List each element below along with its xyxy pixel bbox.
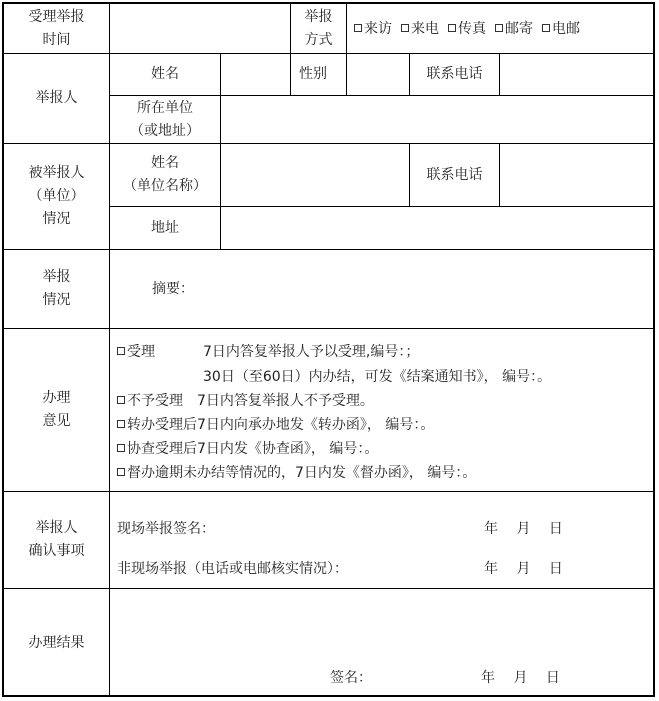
reporter-unit-label-line: （或地址） xyxy=(130,122,200,139)
reported-label xyxy=(4,144,109,249)
reporter-gender-label: 性别 xyxy=(299,66,327,82)
result-sign-label: 签名： xyxy=(330,670,372,686)
reporter-unit-label-line: 所在单位 xyxy=(137,99,193,116)
reported-label-line: 被举报人 xyxy=(28,165,85,181)
checkbox-icon[interactable] xyxy=(448,24,456,32)
reporter-phone-label: 联系电话 xyxy=(426,66,483,82)
checkbox-icon[interactable] xyxy=(117,396,125,404)
method-option-fax[interactable] xyxy=(448,18,486,38)
confirmation-label-line: 确认事项 xyxy=(28,543,85,559)
offsite-verify-label: 非现场举报（电话或电邮核实情况）： xyxy=(117,561,348,577)
reported-name-label-line: （单位名称） xyxy=(123,178,207,194)
report-situation-label-line: 举报 xyxy=(42,269,71,285)
confirmation-label-line: 举报人 xyxy=(35,520,78,536)
report-situation-label xyxy=(4,250,109,328)
opinion-accept-label: 受理 xyxy=(127,344,155,360)
date-month: 月 xyxy=(516,561,531,577)
checkbox-icon[interactable] xyxy=(354,24,362,32)
opinion-line-text: 不予受理 7日内答复举报人不予受理。 xyxy=(127,393,374,409)
method-option-label: 邮寄 xyxy=(505,21,533,37)
opinion-line-text: 督办逾期未办结等情况的，7日内发《督办函》， 编号：。 xyxy=(127,465,477,481)
accept-time-label-line: 受理举报 xyxy=(28,8,85,25)
method-label-line: 方式 xyxy=(304,31,333,48)
accept-time-label-line: 时间 xyxy=(42,31,71,48)
reporter-unit-field[interactable] xyxy=(221,96,655,143)
onsite-date xyxy=(484,518,563,538)
date-year: 年 xyxy=(484,561,498,577)
date-month: 月 xyxy=(513,670,528,686)
reported-name-label-line: 姓名 xyxy=(151,155,179,171)
checkbox-icon[interactable] xyxy=(117,347,125,355)
date-year: 年 xyxy=(481,670,495,686)
checkbox-icon[interactable] xyxy=(495,24,503,32)
report-situation-label-line: 情况 xyxy=(42,292,71,308)
handling-opinion-label xyxy=(4,329,109,491)
offsite-date xyxy=(484,558,563,578)
reporter-name-field[interactable] xyxy=(221,54,290,95)
opinion-transfer xyxy=(117,414,434,436)
reported-address-field[interactable] xyxy=(221,207,655,249)
handling-opinion-label-line: 意见 xyxy=(42,413,71,429)
handling-opinion-label-line: 办理 xyxy=(42,390,71,406)
checkbox-icon[interactable] xyxy=(401,24,409,32)
reporter-phone-field[interactable] xyxy=(500,54,655,95)
method-label-line: 举报 xyxy=(304,8,333,25)
opinion-supervise xyxy=(117,462,476,484)
reporter-name-label: 姓名 xyxy=(151,66,179,82)
date-day: 日 xyxy=(545,670,560,686)
onsite-sign-label: 现场举报签名： xyxy=(117,521,215,537)
reporter-unit-label xyxy=(110,96,220,143)
checkbox-icon[interactable] xyxy=(117,468,125,476)
method-option-email[interactable] xyxy=(542,18,580,38)
reporter-gender-field[interactable] xyxy=(347,54,409,95)
confirmation-label xyxy=(4,492,109,588)
method-options xyxy=(354,16,589,40)
reported-name-field[interactable] xyxy=(221,144,409,206)
method-option-label: 来电 xyxy=(411,21,439,37)
opinion-line-text: 协查受理后7日内发《协查函》， 编号：。 xyxy=(127,441,379,457)
reported-name-label xyxy=(110,144,220,206)
date-day: 日 xyxy=(548,521,563,537)
method-option-label: 传真 xyxy=(458,21,486,37)
reported-phone-field[interactable] xyxy=(500,144,655,206)
accept-time-field[interactable] xyxy=(110,4,290,53)
opinion-assist xyxy=(117,438,378,460)
opinion-line-text: 转办受理后7日内向承办地发《转办函》， 编号：。 xyxy=(127,417,435,433)
date-month: 月 xyxy=(516,521,531,537)
opinion-accept xyxy=(117,341,155,363)
summary-label: 摘要： xyxy=(152,280,194,297)
result-date xyxy=(481,667,560,687)
reporter-label: 举报人 xyxy=(35,90,78,106)
method-option-mail[interactable] xyxy=(495,18,533,38)
reported-label-line: 情况 xyxy=(42,211,71,227)
opinion-accept-line1: 7日内答复举报人予以受理,编号：； xyxy=(203,344,420,360)
method-option-visit[interactable] xyxy=(354,18,392,38)
opinion-accept-line2: 30日（至60日）内办结，可发《结案通知书》， 编号：。 xyxy=(203,369,552,385)
checkbox-icon[interactable] xyxy=(542,24,550,32)
accept-time-label xyxy=(4,4,109,53)
reported-label-line: （单位） xyxy=(28,188,85,204)
opinion-reject xyxy=(117,390,374,412)
date-year: 年 xyxy=(484,521,498,537)
checkbox-icon[interactable] xyxy=(117,444,125,452)
checkbox-icon[interactable] xyxy=(117,420,125,428)
reported-phone-label: 联系电话 xyxy=(426,166,483,183)
method-option-label: 来访 xyxy=(364,21,392,37)
date-day: 日 xyxy=(548,561,563,577)
result-label: 办理结果 xyxy=(28,634,85,651)
method-label xyxy=(291,4,346,53)
method-option-phone[interactable] xyxy=(401,18,439,38)
method-option-label: 电邮 xyxy=(552,21,580,37)
reported-address-label: 地址 xyxy=(151,219,179,236)
column-divider xyxy=(346,4,347,53)
